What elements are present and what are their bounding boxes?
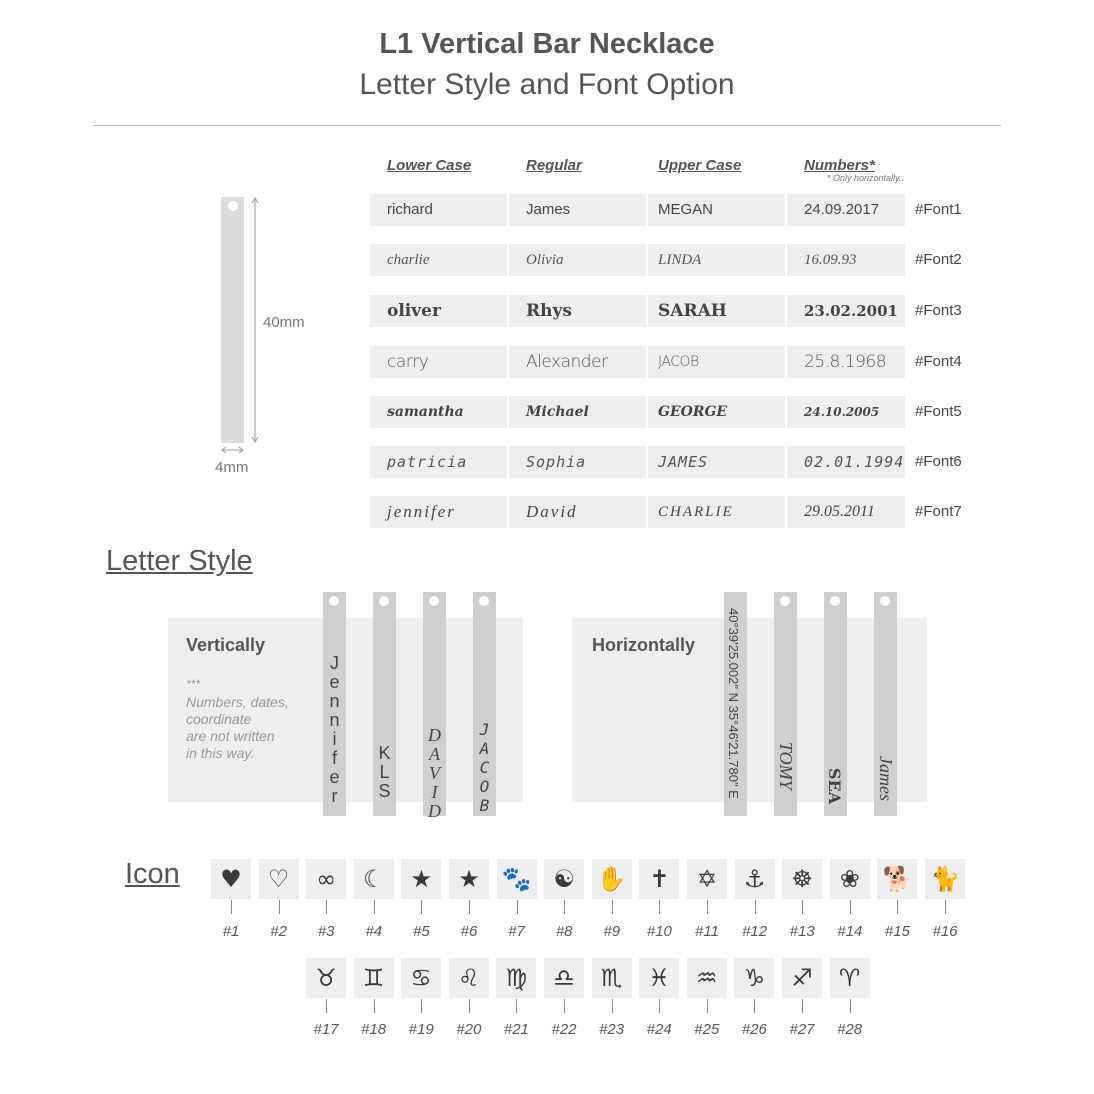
bar-text-stacked — [473, 720, 496, 815]
icon-label: #27 — [789, 1021, 815, 1038]
icon-label: #7 — [508, 923, 525, 940]
icon-label: #14 — [837, 923, 863, 940]
bar-letter: J — [330, 653, 339, 673]
icon-connector — [754, 999, 755, 1013]
column-header-upper-case: Upper Case — [658, 157, 742, 174]
capricorn-icon: ♑ — [734, 958, 774, 998]
icon-connector — [231, 900, 232, 914]
table-cell: CHARLIE — [648, 496, 785, 528]
icon-label: #10 — [646, 923, 672, 940]
paw-icon: 🐾 — [497, 859, 537, 899]
bar-text-stacked — [423, 726, 446, 821]
note-line: in this way. — [186, 745, 255, 761]
table-cell: GEORGE — [648, 396, 785, 428]
icon-label: #13 — [789, 923, 815, 940]
icon-label: #21 — [503, 1021, 529, 1038]
hamsa-icon: ✋ — [592, 859, 632, 899]
icon-connector — [564, 999, 565, 1013]
table-cell: richard — [370, 194, 507, 226]
bar-letter: L — [379, 762, 390, 782]
icon-heading: Icon — [125, 858, 180, 890]
bar-letter: r — [331, 786, 338, 806]
bar-text-stacked — [373, 744, 396, 801]
bar-letter: D — [428, 725, 441, 745]
table-cell: 25.8.1968 — [787, 346, 905, 378]
dog-icon: 🐕 — [877, 859, 917, 899]
table-cell: 02.01.1994 — [787, 446, 905, 478]
table-cell: patricia — [370, 446, 507, 478]
icon-connector — [612, 999, 613, 1013]
star-small-icon: ★ — [449, 859, 489, 899]
bar-letter: A — [429, 744, 440, 764]
header-divider — [93, 125, 1001, 126]
cat-icon: 🐈 — [925, 859, 965, 899]
table-cell: jennifer — [370, 496, 507, 528]
icon-label: #15 — [884, 923, 910, 940]
bar-hole — [329, 596, 339, 606]
bar-letter: f — [331, 748, 337, 768]
icon-label: #17 — [313, 1021, 339, 1038]
horizontal-bar-3 — [824, 592, 847, 816]
table-cell: JAMES — [648, 446, 785, 478]
icon-connector — [707, 999, 708, 1013]
numbers-note: * Only horizontally.. — [827, 173, 904, 183]
horizontal-bar-4 — [874, 592, 897, 816]
virgo-icon: ♍ — [496, 958, 536, 998]
icon-label: #1 — [222, 923, 240, 940]
font-label: #Font6 — [915, 453, 962, 470]
cross-icon: ✝ — [639, 859, 679, 899]
bar-letter: K — [378, 743, 391, 763]
bar-hole — [429, 596, 439, 606]
icon-label: #24 — [646, 1021, 672, 1038]
moon-icon: ☾ — [354, 859, 394, 899]
table-cell: JACOB — [648, 346, 785, 378]
icon-label: #28 — [837, 1021, 863, 1038]
bar-letter: J — [479, 720, 490, 739]
bar-letter: O — [479, 777, 490, 796]
icon-label: #2 — [270, 923, 287, 940]
aries-icon: ♈ — [830, 958, 870, 998]
vertical-bar-3 — [423, 592, 446, 821]
icon-label: #5 — [413, 923, 430, 940]
width-label: 4mm — [215, 459, 249, 476]
horizontal-bar-2 — [774, 592, 797, 816]
icon-connector — [516, 999, 517, 1013]
bar-letter: V — [429, 763, 440, 783]
anchor-icon: ⚓ — [735, 859, 775, 899]
letter-style-heading: Letter Style — [106, 545, 253, 577]
icon-label: #9 — [603, 923, 621, 940]
bar-letter: B — [479, 796, 490, 815]
bar-text-rotated: SEA — [825, 768, 844, 805]
table-cell: David — [509, 496, 646, 528]
table-cell: SARAH — [648, 295, 785, 327]
icon-label: #4 — [365, 923, 383, 940]
font-label: #Font5 — [915, 403, 962, 420]
bar-letter: I — [431, 782, 438, 802]
sagittarius-icon: ♐ — [782, 958, 822, 998]
table-cell: carry — [370, 346, 507, 378]
icon-connector — [374, 900, 375, 914]
font-label: #Font2 — [915, 251, 962, 268]
table-cell: Alexander — [509, 346, 646, 378]
bar-letter: i — [332, 729, 337, 749]
icon-label: #16 — [932, 923, 958, 940]
pisces-icon: ♓ — [639, 958, 679, 998]
bar-hole — [479, 596, 489, 606]
aquarius-icon: ♒ — [687, 958, 727, 998]
icon-connector — [850, 900, 851, 914]
icon-connector — [945, 900, 946, 914]
icon-connector — [421, 999, 422, 1013]
bar-hole — [379, 596, 389, 606]
bar-diagram — [215, 190, 325, 480]
bar-letter: n — [329, 710, 340, 730]
table-cell: samantha — [370, 396, 507, 428]
bar-text-rotated: 40°39'25.002" N 35°46'21.780" E — [726, 608, 741, 799]
vertical-note — [186, 694, 289, 762]
yin-yang-icon: ☯ — [544, 859, 584, 899]
icon-connector — [564, 900, 565, 914]
libra-icon: ♎ — [544, 958, 584, 998]
table-cell: 24.09.2017 — [787, 194, 905, 226]
table-cell: MEGAN — [648, 194, 785, 226]
icon-label: #25 — [694, 1021, 720, 1038]
icon-label: #8 — [555, 923, 573, 940]
icon-label: #20 — [456, 1021, 482, 1038]
icon-connector — [659, 900, 660, 914]
icon-connector — [802, 999, 803, 1013]
gemini-icon: ♊ — [354, 958, 394, 998]
star-icon: ★ — [401, 859, 441, 899]
bar-letter: S — [378, 781, 391, 801]
dimension-arrows — [215, 190, 325, 480]
bar-letter: e — [329, 672, 340, 692]
icon-connector — [279, 900, 280, 914]
lotus-icon: ❀ — [830, 859, 870, 899]
leo-icon: ♌ — [449, 958, 489, 998]
icon-label: #19 — [408, 1021, 434, 1038]
taurus-icon: ♉ — [306, 958, 346, 998]
infinity-heart-icon: ♡ — [259, 859, 299, 899]
icon-connector — [850, 999, 851, 1013]
table-cell: Rhys — [509, 295, 646, 327]
icon-label: #11 — [695, 923, 719, 940]
table-cell: 24.10.2005 — [787, 396, 905, 428]
column-header-regular: Regular — [526, 157, 582, 174]
icon-connector — [659, 999, 660, 1013]
icon-connector — [612, 900, 613, 914]
page-subtitle: Letter Style and Font Option — [359, 68, 735, 101]
column-header-numbers: Numbers* — [804, 157, 875, 174]
table-cell: 16.09.93 — [787, 244, 905, 276]
horizontal-bar-1 — [724, 592, 747, 816]
heart-icon: ♥ — [211, 859, 251, 899]
vertical-title: Vertically — [186, 635, 266, 655]
icon-connector — [517, 900, 518, 914]
note-line: Numbers, dates, — [186, 694, 289, 710]
icon-label: #22 — [551, 1021, 577, 1038]
table-cell: Michael — [509, 396, 646, 428]
icon-label: #26 — [741, 1021, 767, 1038]
icon-connector — [326, 999, 327, 1013]
page-title: L1 Vertical Bar Necklace — [379, 28, 715, 60]
table-cell: Olivia — [509, 244, 646, 276]
font-label: #Font7 — [915, 503, 962, 520]
table-cell: 29.05.2011 — [787, 496, 905, 528]
bar-hole — [880, 596, 890, 606]
icon-connector — [421, 900, 422, 914]
note-line: are not written — [186, 728, 275, 744]
bar-text-stacked — [323, 654, 346, 806]
bar-letter: D — [428, 801, 441, 821]
icon-label: #18 — [361, 1021, 387, 1038]
vertical-bar-4 — [473, 592, 496, 816]
icon-connector — [469, 900, 470, 914]
bar-hole — [780, 596, 790, 606]
height-label: 40mm — [263, 314, 305, 331]
font-label: #Font3 — [915, 302, 962, 319]
scorpio-icon: ♏ — [592, 958, 632, 998]
icon-connector — [707, 900, 708, 914]
icon-connector — [469, 999, 470, 1013]
table-cell: Sophia — [509, 446, 646, 478]
icon-label: #6 — [460, 923, 478, 940]
table-cell: charlie — [370, 244, 507, 276]
cancer-icon: ♋ — [401, 958, 441, 998]
vertical-bar-1 — [323, 592, 346, 816]
vertical-note-marker: *** — [186, 677, 201, 691]
bar-text-rotated: James — [876, 756, 896, 801]
icon-connector — [755, 900, 756, 914]
table-cell: 23.02.2001 — [787, 295, 905, 327]
icon-connector — [802, 900, 803, 914]
horizontal-title: Horizontally — [592, 635, 696, 655]
bar-letter: e — [329, 767, 340, 787]
table-cell: LINDA — [648, 244, 785, 276]
icon-connector — [374, 999, 375, 1013]
icon-label: #3 — [317, 923, 335, 940]
star-of-david-icon: ✡ — [687, 859, 727, 899]
note-line: coordinate — [186, 711, 252, 727]
icon-connector — [897, 900, 898, 914]
icon-label: #23 — [599, 1021, 625, 1038]
table-cell: James — [509, 194, 646, 226]
bar-text-rotated: TOMY — [776, 742, 796, 790]
bar-letter: A — [479, 739, 490, 758]
bar-letter: n — [329, 691, 340, 711]
vertical-bar-2 — [373, 592, 396, 816]
column-header-lower-case: Lower Case — [387, 157, 472, 174]
ship-wheel-icon: ☸ — [782, 859, 822, 899]
icon-label: #12 — [742, 923, 768, 940]
infinity-icon: ∞ — [306, 859, 346, 899]
icon-connector — [326, 900, 327, 914]
font-label: #Font1 — [915, 201, 962, 218]
bar-hole — [830, 596, 840, 606]
bar-letter: C — [479, 758, 490, 777]
table-cell: oliver — [370, 295, 507, 327]
font-label: #Font4 — [915, 353, 962, 370]
